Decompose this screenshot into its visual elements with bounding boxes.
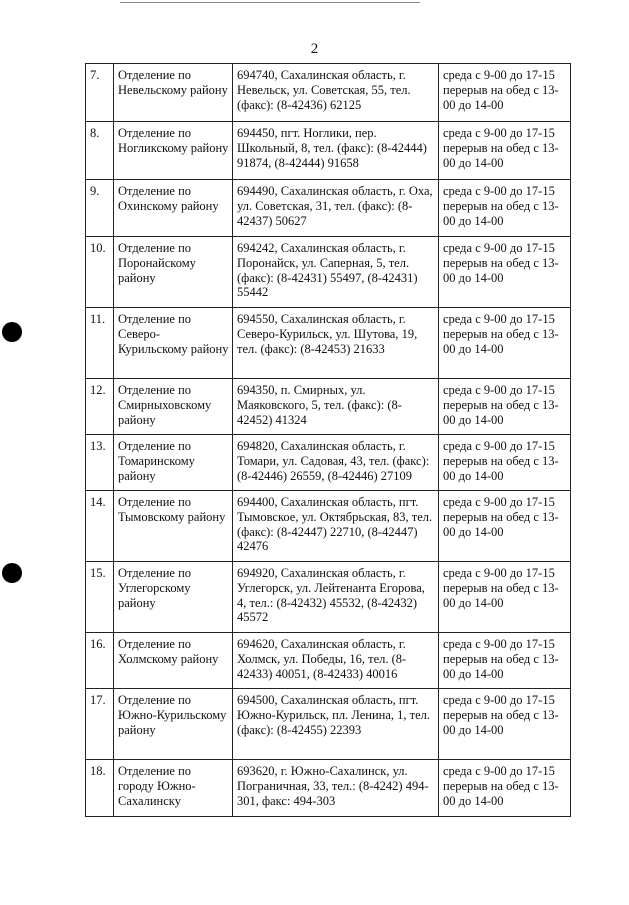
- office-address: 694740, Сахалинская область, г. Невельск, ул. Советская, 55, тел. (факс): (8-42436) 62125: [233, 64, 439, 122]
- office-name: Отделение по Углегорскому району: [114, 562, 233, 633]
- office-schedule: среда с 9-00 до 17-15 перерыв на обед с 13-00 до 14-00: [439, 491, 571, 562]
- office-address: 694490, Сахалинская область, г. Оха, ул. Советская, 31, тел. (факс): (8-42437) 50627: [233, 180, 439, 237]
- office-name: Отделение по Поронайскому району: [114, 237, 233, 308]
- punch-hole-mark: [2, 322, 22, 342]
- table-row: [86, 122, 571, 180]
- office-name: Отделение по Холмскому району: [114, 633, 233, 689]
- table-row: [86, 633, 571, 689]
- office-schedule: среда с 9-00 до 17-15 перерыв на обед с 13-00 до 14-00: [439, 237, 571, 308]
- office-name: Отделение по Ногликскому району: [114, 122, 233, 180]
- office-schedule: среда с 9-00 до 17-15 перерыв на обед с 13-00 до 14-00: [439, 122, 571, 180]
- row-number: 12.: [86, 379, 114, 435]
- office-name: Отделение по Северо-Курильскому району: [114, 308, 233, 379]
- office-address: 694820, Сахалинская область, г. Томари, ул. Садовая, 43, тел. (факс): (8-42446) 26559, (8-42446) 27109: [233, 435, 439, 491]
- office-schedule: среда с 9-00 до 17-15 перерыв на обед с 13-00 до 14-00: [439, 379, 571, 435]
- office-schedule: среда с 9-00 до 17-15 перерыв на обед с 13-00 до 14-00: [439, 180, 571, 237]
- office-schedule: среда с 9-00 до 17-15 перерыв на обед с 13-00 до 14-00: [439, 435, 571, 491]
- row-number: 16.: [86, 633, 114, 689]
- table-row: [86, 760, 571, 817]
- office-address: 694400, Сахалинская область, пгт. Тымовское, ул. Октябрьская, 83, тел. (факс): (8-42447) 22710, (8-42447) 42476: [233, 491, 439, 562]
- table-row: [86, 308, 571, 379]
- row-number: 13.: [86, 435, 114, 491]
- row-number: 15.: [86, 562, 114, 633]
- table-row: [86, 562, 571, 633]
- table-row: [86, 64, 571, 122]
- top-rule: [120, 2, 420, 3]
- table-row: [86, 491, 571, 562]
- office-schedule: среда с 9-00 до 17-15 перерыв на обед с 13-00 до 14-00: [439, 562, 571, 633]
- office-name: Отделение по Южно-Курильскому району: [114, 689, 233, 760]
- office-name: Отделение по Охинскому району: [114, 180, 233, 237]
- row-number: 14.: [86, 491, 114, 562]
- office-name: Отделение по городу Южно-Сахалинску: [114, 760, 233, 817]
- office-schedule: среда с 9-00 до 17-15 перерыв на обед с 13-00 до 14-00: [439, 633, 571, 689]
- table-row: [86, 689, 571, 760]
- office-address: 694350, п. Смирных, ул. Маяковского, 5, тел. (факс): (8-42452) 41324: [233, 379, 439, 435]
- table-row: [86, 237, 571, 308]
- office-name: Отделение по Невельскому району: [114, 64, 233, 122]
- office-address: 693620, г. Южно-Сахалинск, ул. Пограничная, 33, тел.: (8-4242) 494-301, факс: 494-303: [233, 760, 439, 817]
- office-address: 694620, Сахалинская область, г. Холмск, ул. Победы, 16, тел. (8-42433) 40051, (8-42433) 40016: [233, 633, 439, 689]
- office-address: 694500, Сахалинская область, пгт. Южно-Курильск, пл. Ленина, 1, тел. (факс): (8-42455) 22393: [233, 689, 439, 760]
- punch-hole-mark: [2, 563, 22, 583]
- office-address: 694550, Сахалинская область, г. Северо-Курильск, ул. Шутова, 19, тел. (факс): (8-42453) 21633: [233, 308, 439, 379]
- row-number: 8.: [86, 122, 114, 180]
- table-row: [86, 435, 571, 491]
- row-number: 7.: [86, 64, 114, 122]
- row-number: 9.: [86, 180, 114, 237]
- office-address: 694920, Сахалинская область, г. Углегорск, ул. Лейтенанта Егорова, 4, тел.: (8-42432) 45532, (8-42432) 45572: [233, 562, 439, 633]
- office-name: Отделение по Смирныховскому району: [114, 379, 233, 435]
- offices-table: [85, 63, 571, 817]
- page-number: 2: [310, 41, 319, 57]
- table-row: [86, 180, 571, 237]
- row-number: 17.: [86, 689, 114, 760]
- office-address: 694450, пгт. Ноглики, пер. Школьный, 8, тел. (факс): (8-42444) 91874, (8-42444) 91658: [233, 122, 439, 180]
- office-name: Отделение по Тымовскому району: [114, 491, 233, 562]
- row-number: 18.: [86, 760, 114, 817]
- office-schedule: среда с 9-00 до 17-15 перерыв на обед с 13-00 до 14-00: [439, 689, 571, 760]
- office-schedule: среда с 9-00 до 17-15 перерыв на обед с 13-00 до 14-00: [439, 760, 571, 817]
- office-schedule: среда с 9-00 до 17-15 перерыв на обед с 13-00 до 14-00: [439, 64, 571, 122]
- office-address: 694242, Сахалинская область, г. Поронайск, ул. Саперная, 5, тел. (факс): (8-42431) 55497, (8-42431) 55442: [233, 237, 439, 308]
- row-number: 11.: [86, 308, 114, 379]
- office-name: Отделение по Томаринскому району: [114, 435, 233, 491]
- row-number: 10.: [86, 237, 114, 308]
- office-schedule: среда с 9-00 до 17-15 перерыв на обед с 13-00 до 14-00: [439, 308, 571, 379]
- table-row: [86, 379, 571, 435]
